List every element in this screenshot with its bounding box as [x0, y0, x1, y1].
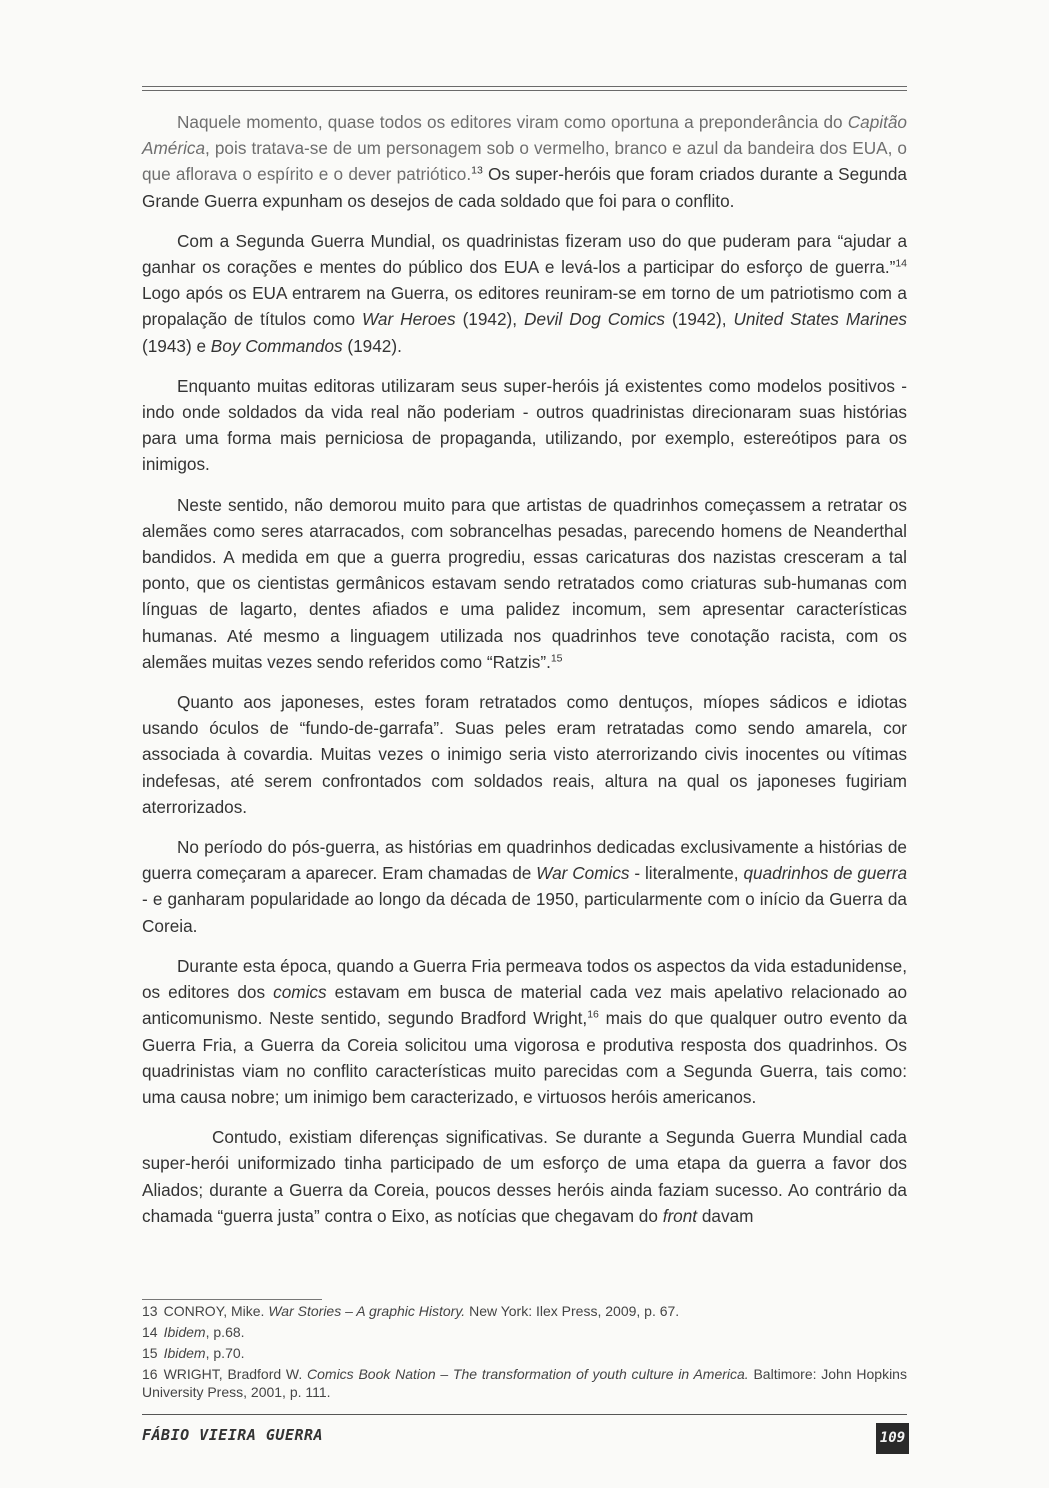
paragraph-2: Com a Segunda Guerra Mundial, os quadrinistas fizeram uso do que puderam para “ajudar a ganhar os corações e mentes do público dos EUA e levá-los a participar do esforço de guerra.”$^{14}$ Logo após os EUA entrarem na Guerra, os editores reuniram-se em torno de um patriotismo com a propalação de títulos como War Heroes (1942), Devil Dog Comics (1942), United States Marines (1943) e Boy Commandos (1942). [142, 230, 907, 356]
italic-term: War Comics [536, 863, 630, 884]
italic-title: Devil Dog Comics [524, 309, 666, 330]
footnote-ref: 13 [471, 164, 483, 177]
footnote-separator [142, 1299, 322, 1300]
footnote-ref: 14 [895, 257, 907, 270]
footnotes [142, 1303, 907, 1405]
header-rule-bottom [142, 90, 907, 91]
footnote-ref: 15 [550, 652, 563, 665]
body-text [142, 109, 907, 1229]
italic-title: War Heroes [362, 309, 456, 330]
paragraph-5: Quanto aos japoneses, estes foram retratados como dentuços, míopes sádicos e idiotas usando óculos de “fundo-de-garrafa”. Suas peles eram retratadas como sendo amarela, cor associada à covardia. Muitas vezes o inimigo seria visto aterrorizando civis inocentes ou vítimas indefesas, até serem confrontados com soldados reais, altura na qual os japoneses fugiriam aterrorizados. [142, 692, 907, 817]
footer-rule [142, 1414, 907, 1415]
italic-term: front [662, 1205, 698, 1226]
italic-title: United States Marines [733, 309, 907, 330]
footnote-16: 16 WRIGHT, Bradford W. Comics Book Nation – The transformation of youth culture in America. Baltimore: John Hopkins University Press, 2001, p. 111. [142, 1366, 907, 1400]
paragraph-4: Neste sentido, não demorou muito para que artistas de quadrinhos começassem a retratar os alemães como seres atarracados, com sobrancelhas pesadas, parecendo homens de Neanderthal bandidos. A medida em que a guerra progrediu, essas caricaturas dos nazistas cresceram a tal ponto, que os cientistas germânicos estavam sendo retratados como criaturas sub-humanas com línguas de lagarto, dentes afiados e uma palidez incomum, sem apresentar características humanas. Até mesmo a linguagem utilizada nos quadrinhos teve conotação racista, com os alemães muitas vezes sendo referidos como “Ratzis”.$^{15}$ [142, 494, 907, 672]
header-rule-top [142, 86, 907, 87]
footnote-13: 13 CONROY, Mike. War Stories – A graphic History. New York: Ilex Press, 2009, p. 67. [142, 1303, 680, 1319]
paragraph-7: Durante esta época, quando a Guerra Fria permeava todos os aspectos da vida estadunidense, os editores dos comics estavam em busca de material cada vez mais apelativo relacionado ao anticomunismo. Neste sentido, segundo Bradford Wright,$^{16}$ mais do que qualquer outro evento da Guerra Fria, a Guerra da Coreia solicitou uma vigorosa e produtiva resposta dos quadrinhos. Os quadrinistas viam no conflito características muito parecidas com a Segunda Guerra, tais como: uma causa nobre; um inimigo bem caracterizado, e virtuosos heróis americanos. [142, 955, 908, 1107]
italic-term: comics [273, 982, 327, 1003]
paragraph-6: No período do pós-guerra, as histórias em quadrinhos dedicadas exclusivamente a histórias de guerra começaram a aparecer. Eram chamadas de War Comics - literalmente, quadrinhos de guerra - e ganharam popularidade ao longo da década de 1950, particularmente com o início da Guerra da Coreia. [142, 837, 908, 936]
italic-title: Capitão América [142, 112, 907, 159]
page-number: 109 [876, 1423, 909, 1454]
italic-title: Boy Commandos [210, 335, 343, 356]
paragraph-3: Enquanto muitas editoras utilizaram seus super-heróis já existentes como modelos positivos - indo onde soldados da vida real não poderiam - outros quadrinistas direcionaram suas histórias para uma forma mais perniciosa de propaganda, utilizando, por exemplo, estereótipos para os inimigos. [142, 375, 907, 475]
paragraph-8: Contudo, existiam diferenças significativas. Se durante a Segunda Guerra Mundial cada super-herói uniformizado tinha participado de um esforço de uma etapa da guerra a favor dos Aliados; durante a Guerra da Coreia, poucos desses heróis ainda faziam sucesso. Ao contrário da chamada “guerra justa” contra o Eixo, as notícias que chegavam do front davam [142, 1127, 907, 1226]
italic-term: quadrinhos de guerra [743, 863, 908, 884]
footnote-14: 14 Ibidem, p.68. [142, 1324, 245, 1340]
footnote-15: 15 Ibidem, p.70. [142, 1345, 245, 1361]
paragraph-1: Naquele momento, quase todos os editores viram como oportuna a preponderância do Capitão América, pois tratava-se de um personagem sob o vermelho, branco e azul da bandeira dos EUA, o que aflorava o espírito e o dever patriótico.$^{13}$ Os super-heróis que foram criados durante a Segunda Grande Guerra expunham os desejos de cada soldado que foi para o conflito. [142, 112, 907, 211]
author-name: FÁBIO VIEIRA GUERRA [142, 1426, 324, 1444]
footnote-ref: 16 [587, 1008, 599, 1021]
